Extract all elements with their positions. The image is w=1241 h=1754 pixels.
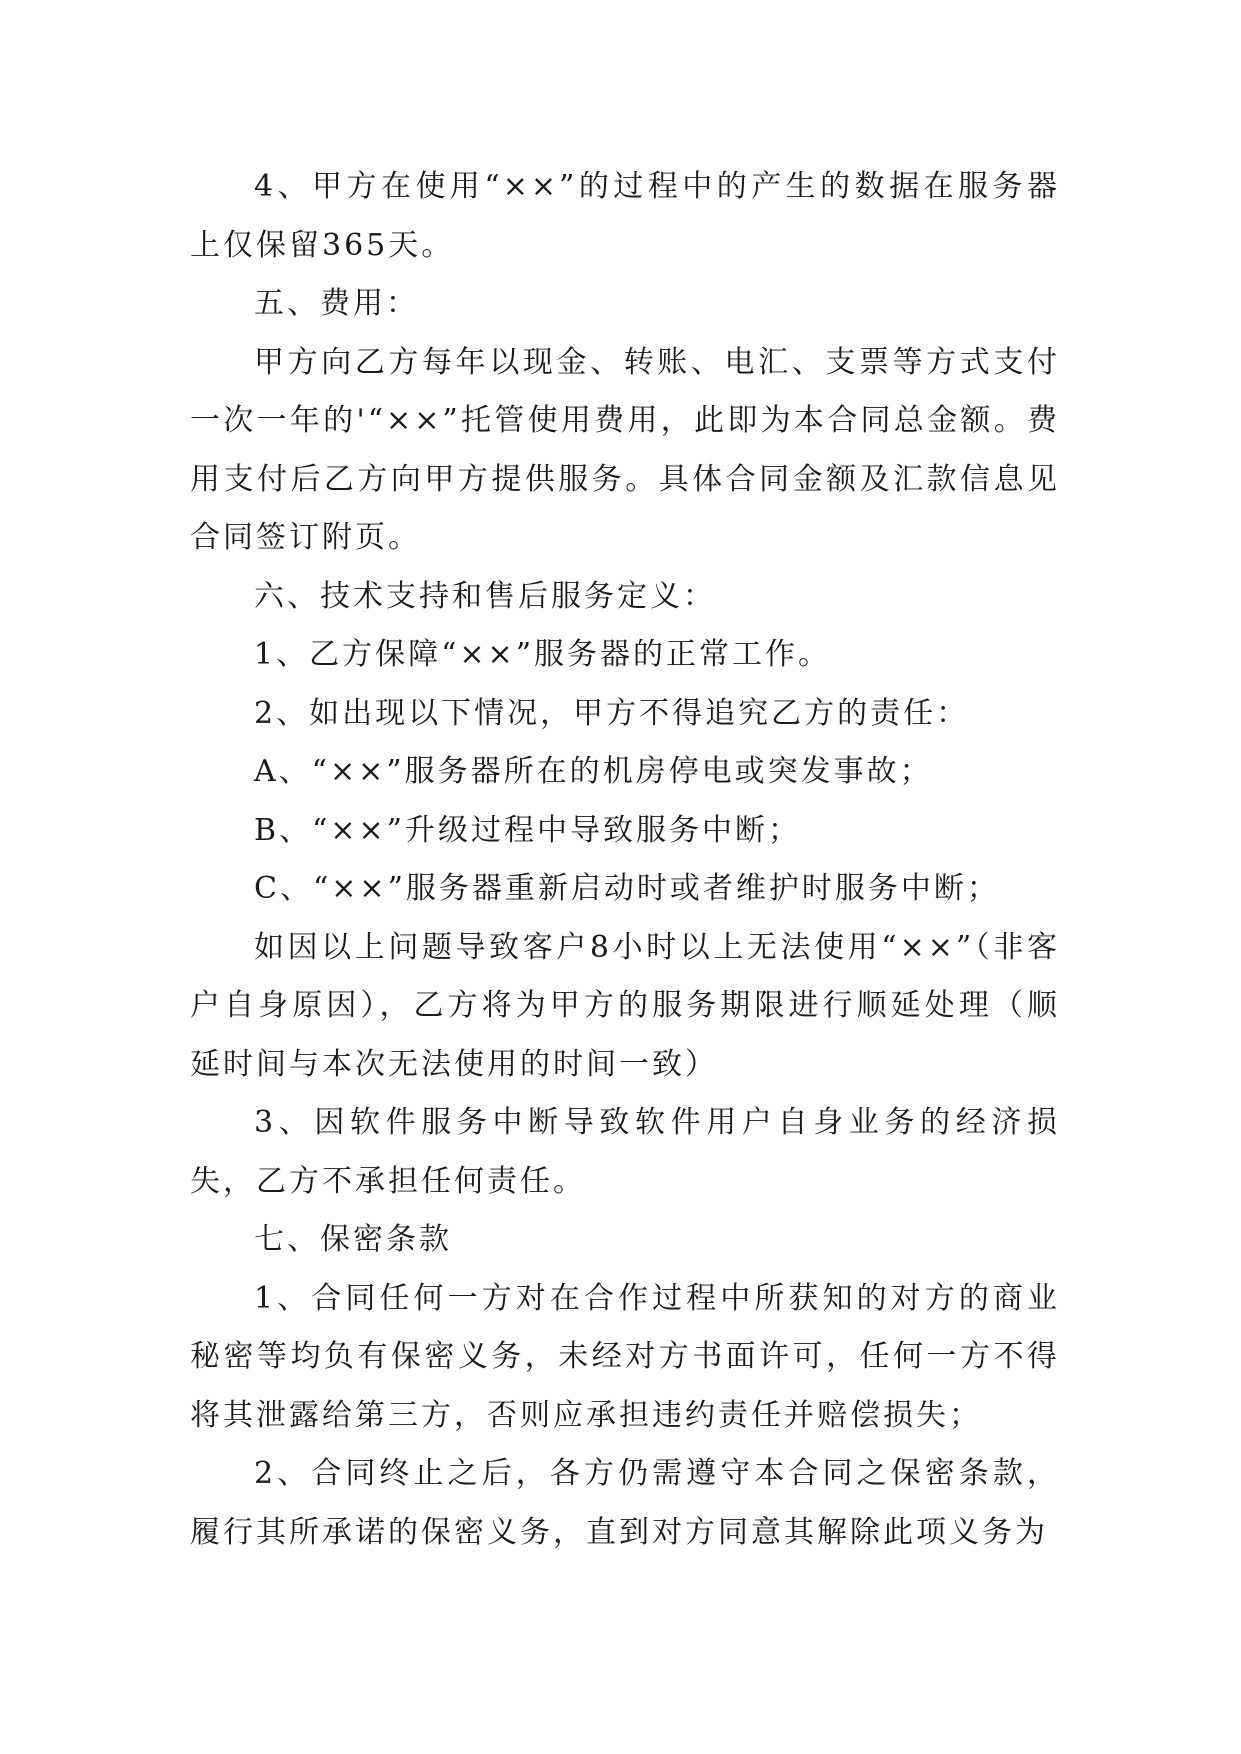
paragraph-support-1: 1、乙方保障“××”服务器的正常工作。 (254, 637, 832, 672)
paragraph-data-retention: 4、甲方在使用“××”的过程中的产生的数据在服务器上仅保留365天。 (190, 169, 1060, 263)
paragraph-confidentiality-2: 2、合同终止之后，各方仍需遵守本合同之保密条款，履行其所承诺的保密义务，直到对方同意其解除此项义务为 (190, 1456, 1060, 1550)
paragraph-case-b: B、“××”升级过程中导致服务中断； (254, 812, 801, 848)
heading-confidentiality: 七、保密条款 (254, 1222, 452, 1257)
paragraph-case-a: A、“××”服务器所在的机房停电或突发事故； (254, 754, 933, 789)
paragraph-fees: 甲方向乙方每年以现金、转账、电汇、支票等方式支付一次一年的'“××”托管使用费用，此即为本合同总金额。费用支付后乙方向甲方提供服务。具体合同金额及汇款信息见合同签订附页。 (190, 344, 1060, 555)
paragraph-support-3: 3、因软件服务中断导致软件用户自身业务的经济损失，乙方不承担任何责任。 (190, 1105, 1060, 1199)
paragraph-case-c: C、“××”服务器重新启动时或者维护时服务中断； (254, 871, 1000, 906)
paragraph-extension: 如因以上问题导致客户8小时以上无法使用“××”（非客户自身原因），乙方将为甲方的服务期限进行顺延处理（顺延时间与本次无法使用的时间一致） (190, 929, 1060, 1082)
heading-tech-support: 六、技术支持和售后服务定义： (254, 578, 716, 614)
paragraph-confidentiality-1: 1、合同任何一方对在合作过程中所获知的对方的商业秘密等均负有保密义务，未经对方书面许可，任何一方不得将其泄露给第三方，否则应承担违约责任并赔偿损失； (190, 1280, 1060, 1433)
paragraph-support-2: 2、如出现以下情况，甲方不得追究乙方的责任： (254, 695, 970, 731)
heading-fees: 五、费用： (254, 286, 419, 321)
document-body (190, 158, 1060, 1562)
